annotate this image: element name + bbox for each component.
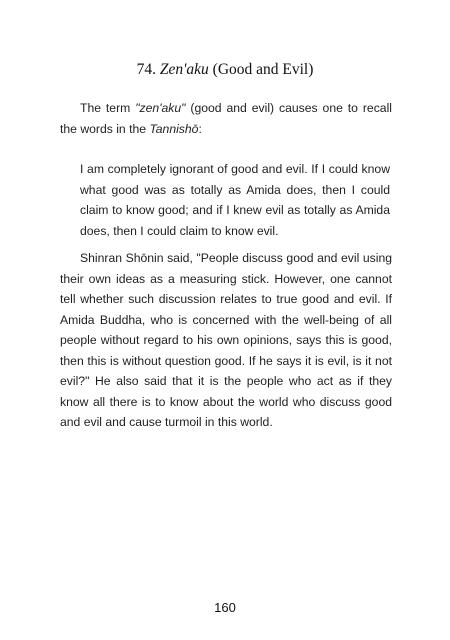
section-title: [0, 60, 450, 80]
intro-book-title: Tannishō: [149, 121, 199, 136]
section-gloss: (Good and Evil): [212, 61, 314, 78]
block-quote: I am completely ignorant of good and evil. If I could know what good was as totally as Amida does, then I could claim to know good; and if I knew evil as totally as Amida does, then I could claim to know evil.: [80, 162, 390, 238]
intro-middle: (good and evil) causes one to recall the words in the: [60, 101, 392, 136]
intro-paragraph: [60, 98, 392, 139]
body-paragraph: Shinran Shōnin said, "People discuss good and evil using their own ideas as a measuring stick. However, one cannot tell whether such discussion relates to true good and evil. If Amida Buddha, who is concerned with the well-being of all people without regard to his own opinions, says this is good, then this is without question good. If he says it is evil, is it not evil?" He also said that it is the people who act as if they know all there is to know about the world who discuss good and evil and cause turmoil in this world.: [60, 251, 392, 429]
section-number: 74.: [136, 61, 156, 78]
intro-end: :: [198, 121, 202, 136]
page-number: 160: [214, 600, 236, 615]
intro-lead: The term: [80, 101, 136, 115]
intro-term: "zen'aku": [135, 101, 186, 115]
section-term: Zen'aku: [159, 61, 209, 78]
